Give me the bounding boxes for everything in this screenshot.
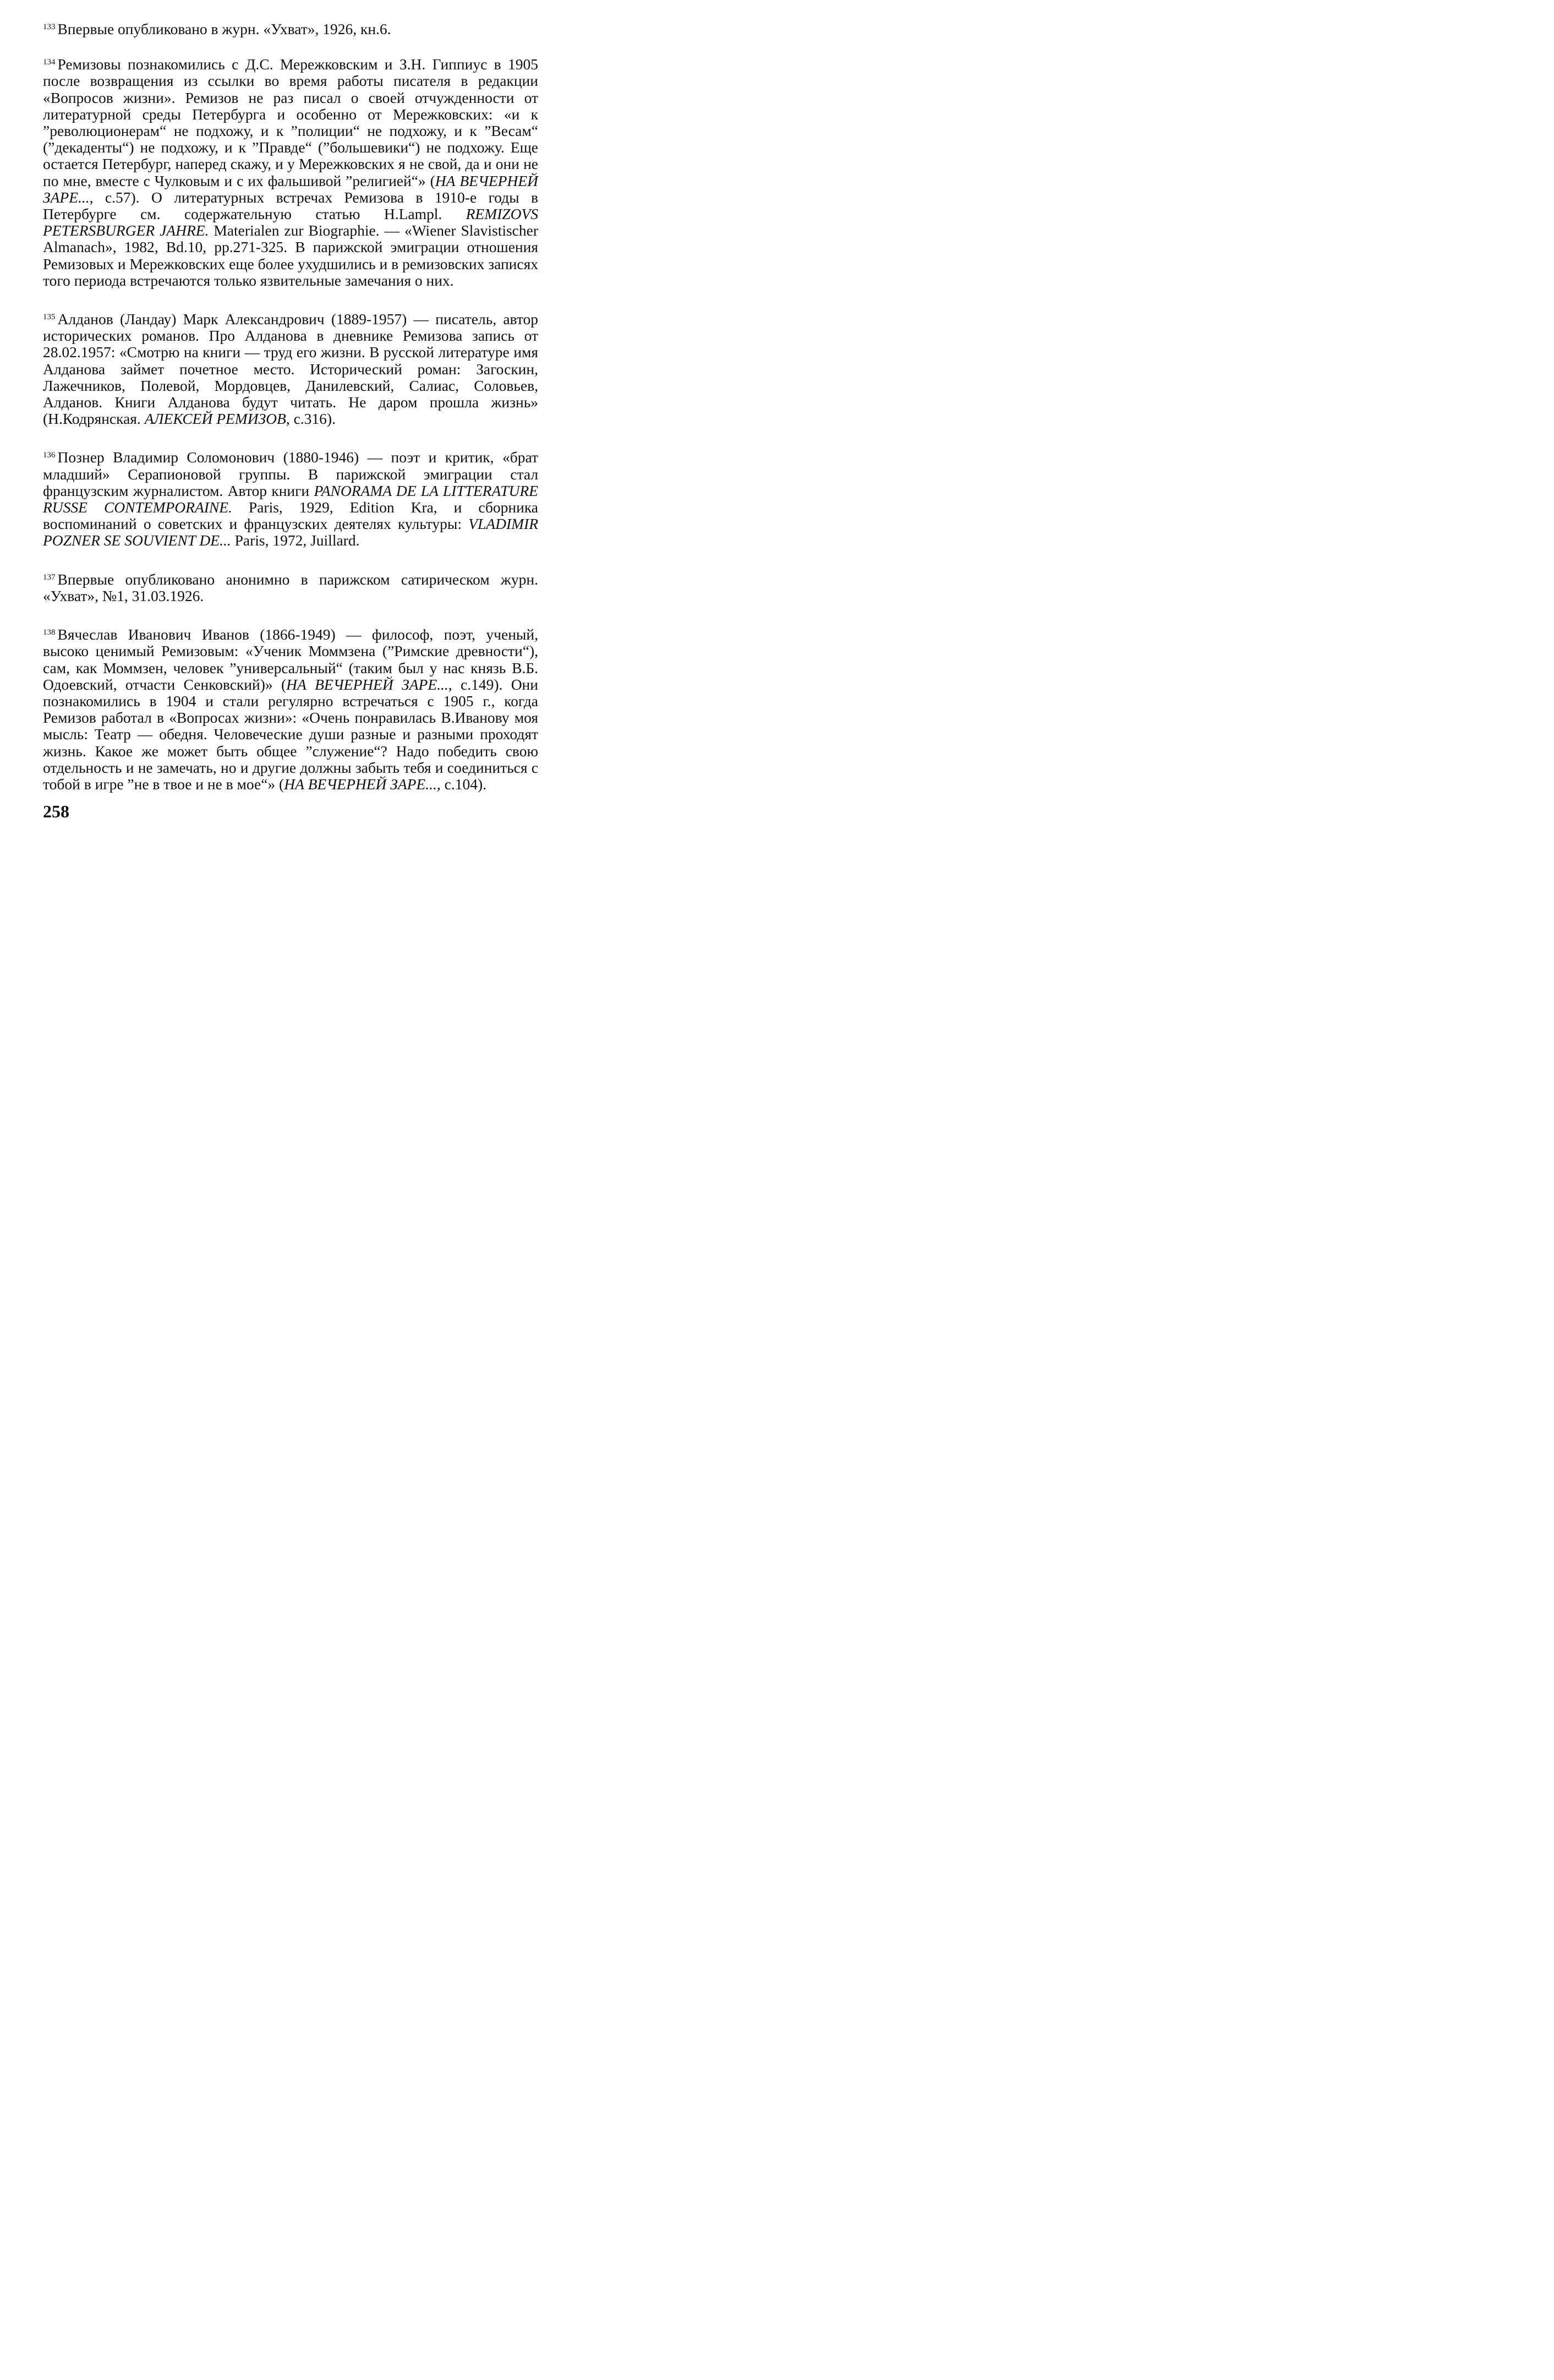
- footnote-number: 134: [43, 58, 56, 67]
- page-number: 258: [43, 801, 69, 821]
- footnote-text: , с.104).: [436, 775, 487, 793]
- book-title: VLADIMIR POZNER SE SOUVIENT DE...: [43, 515, 538, 549]
- footnote-number: 135: [43, 313, 56, 322]
- footnote-text: Ремизовы познакомились с Д.С. Мережковским и З.Н. Гиппиус в 1905 после возвращения из ссылки во время работы писателя в редакции «Вопросов жизни». Ремизов не раз писал о своей отчужденности от литературной среды Петербурга и особенно от Мережковских: «и к ”революционерам“ не подхожу, и к ”полиции“ не подхожу, и к ”Весам“ (”декаденты“) не подхожу, и к ”Правде“ (”большевики“) не подхожу. Еще остается Петербург, наперед скажу, и у Мережковских я не свой, да и они не по мне, вместе с Чулковым и с их фальшивой ”религией“» (: [43, 56, 538, 189]
- footnote-text: , с.316).: [286, 410, 336, 428]
- footnote-number: 138: [43, 628, 56, 637]
- footnote-text: Познер Владимир Соломонович (1880-1946) — поэт и критик, «брат младший» Серапионовой группы. В парижской эмиграции стал французским журналистом. Автор книги: [43, 449, 538, 499]
- footnote-text: , с.57). О литературных встречах Ремизова в 1910-е годы в Петербурге см. содержательную статью H.Lampl.: [43, 188, 538, 223]
- footnote-text: Вячеслав Иванович Иванов (1866-1949) — философ, поэт, ученый, высоко ценимый Ремизовым: «Ученик Моммзена (”Римские древности“), сам, как Моммзен, человек ”универсальный“ (таким был у нас князь В.Б. Одоевский, отчасти Сенковский)» (: [43, 626, 538, 693]
- footnote-text: Алданов (Ландау) Марк Александрович (1889-1957) — писатель, автор исторических романов. Про Алданова в дневнике Ремизова запись от 28.02.1957: «Смотрю на книги — труд его жизни. В русской литературе имя Алданова займет почетное место. Исторический роман: Загоскин, Лажечников, Полевой, Мордовцев, Данилевский, Салиас, Соловьев, Алданов. Книги Алданова будут читать. Не даром прошла жизнь» (Н.Кодрянская.: [43, 310, 538, 428]
- footnotes-column: [43, 19, 538, 793]
- footnote-number: 133: [43, 23, 56, 31]
- footnote-text: Materialen zur Biographie. — «Wiener Slavistischer Almanach», 1982, Bd.10, pp.271-325. В парижской эмиграции отношения Ремизовых и Мережковских еще более ухудшились и в ремизовских записях того периода встречаются только язвительные замечания о них.: [43, 222, 539, 289]
- footnote-text: Paris, 1972, Juillard.: [231, 532, 360, 549]
- footnote-number: 136: [43, 451, 56, 460]
- footnote-133: [43, 19, 538, 37]
- footnote-135: [43, 309, 538, 427]
- footnote-137: [43, 569, 538, 604]
- book-title: PANORAMA DE LA LITTERATURE RUSSE CONTEMPORAINE.: [43, 482, 538, 516]
- footnote-138: [43, 624, 538, 793]
- book-title: НА ВЕЧЕРНЕЙ ЗАРЕ...: [43, 172, 538, 206]
- footnote-136: [43, 447, 538, 549]
- book-title: АЛЕКСЕЙ РЕМИЗОВ: [144, 410, 286, 428]
- book-title: REMIZOVS PETERSBURGER JAHRE.: [43, 205, 538, 239]
- footnote-number: 137: [43, 572, 56, 582]
- footnote-134: [43, 54, 538, 289]
- footnote-text: Впервые опубликовано в журн. «Ухват», 1926, кн.6.: [57, 20, 391, 37]
- footnote-text: , с.149). Они познакомились в 1904 и стали регулярно встречаться с 1905 г., когда Ремизов работал в «Вопросах жизни»: «Очень понравилась В.Иванову моя мысль: Театр — обедня. Человеческие души разные и разными проходят жизнь. Какое же может быть общее ”служение“? Надо победить свою отдельность и не замечать, но и другие должны забыть тебя и соединиться с тобой в игре ”не в твое и не в мое“» (: [43, 675, 538, 793]
- footnote-text: Впервые опубликовано анонимно в парижском сатирическом журн. «Ухват», №1, 31.03.1926.: [43, 570, 538, 604]
- footnote-text: Paris, 1929, Edition Kra, и сборника воспоминаний о советских и французских деятелях культуры:: [43, 499, 538, 533]
- book-title: НА ВЕЧЕРНЕЙ ЗАРЕ...: [284, 775, 437, 793]
- book-title: НА ВЕЧЕРНЕЙ ЗАРЕ...: [286, 675, 448, 693]
